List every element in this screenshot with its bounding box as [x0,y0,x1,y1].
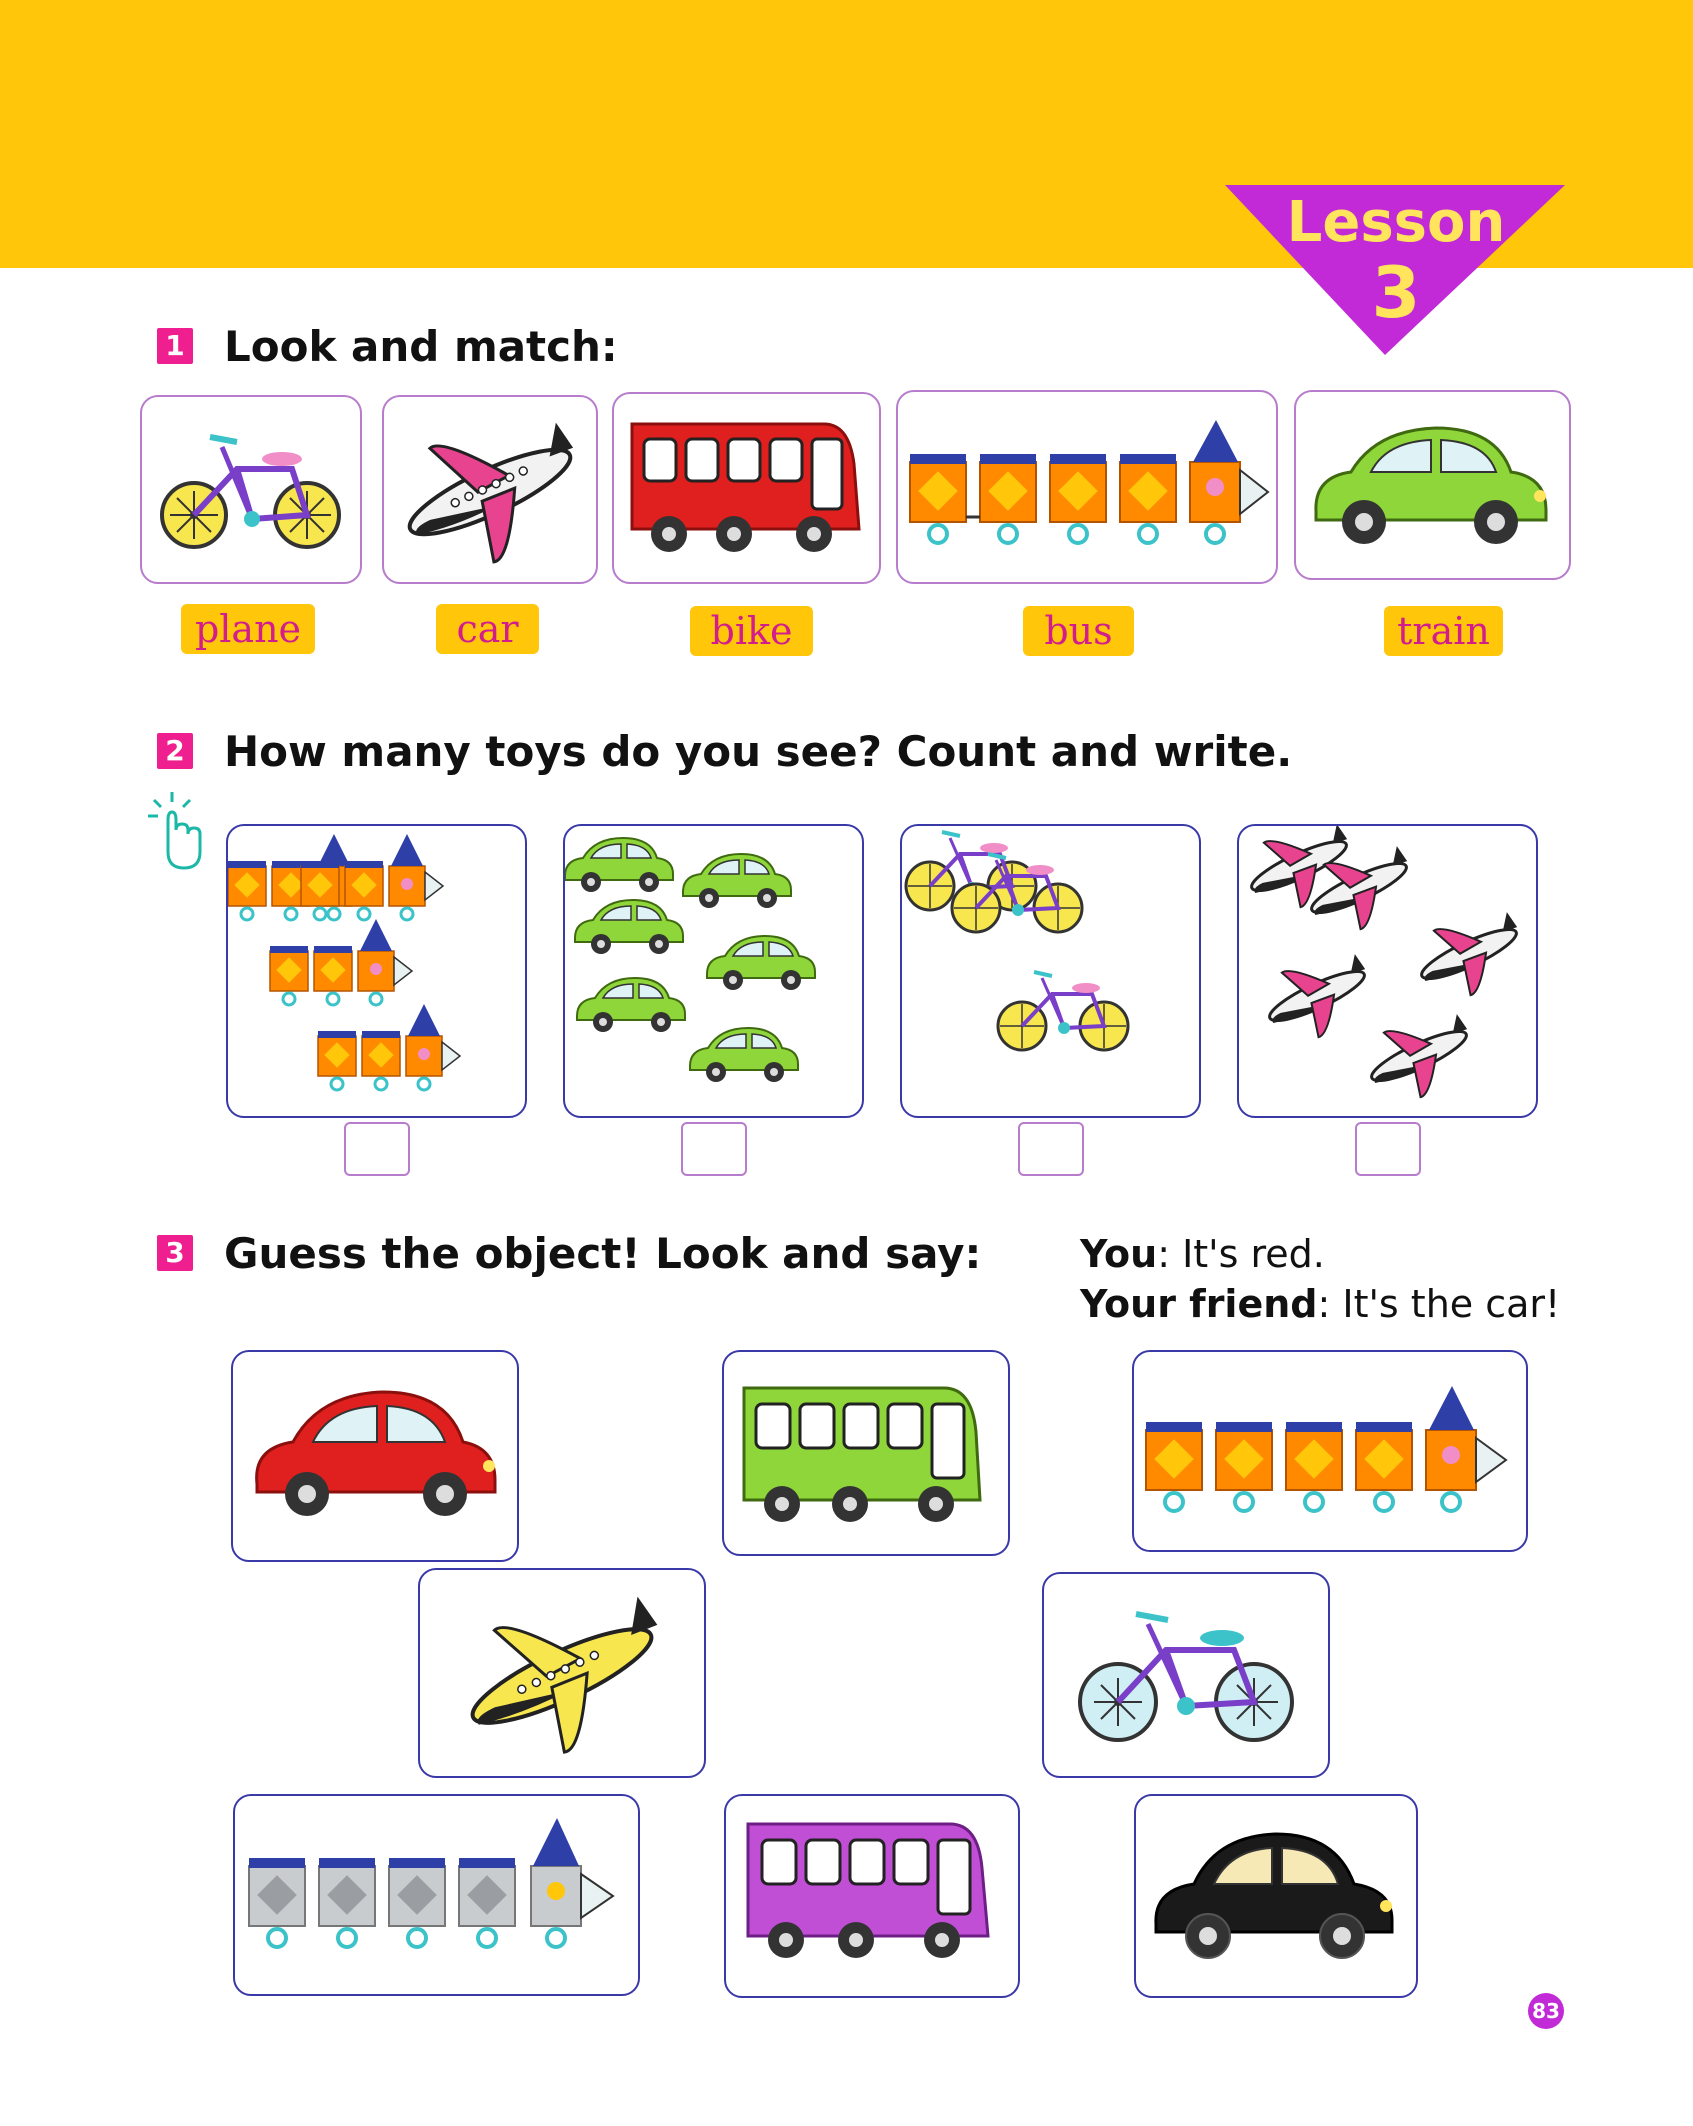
count-answer-box-4[interactable] [1355,1122,1421,1176]
match-picture-bike[interactable] [140,395,362,584]
count-group-cars [563,824,864,1118]
car-icon [565,826,862,1116]
match-picture-car[interactable] [1294,390,1571,580]
dialog-line-1 [1080,1232,1325,1276]
plane-icon [1239,826,1536,1116]
guess-picture-orange-train[interactable] [1132,1350,1528,1552]
lesson-number: 3 [1371,252,1421,334]
orange-train-icon [1134,1352,1526,1550]
guess-picture-purple-bus[interactable] [724,1794,1020,1998]
touch-hand-icon [142,790,210,872]
dialog-text-1: : It's red. [1157,1232,1325,1276]
dialog-line-2 [1080,1282,1560,1326]
guess-picture-yellow-plane[interactable] [418,1568,706,1778]
exercise-3-number: 3 [157,1235,193,1271]
blue-bike-icon [1044,1574,1328,1776]
count-answer-box-2[interactable] [681,1122,747,1176]
exercise-2-title: How many toys do you see? Count and write. [224,727,1293,776]
guess-picture-red-car[interactable] [231,1350,519,1562]
purple-bus-icon [726,1796,1018,1996]
bus-icon [614,394,879,582]
bike-icon [902,826,1199,1116]
count-answer-box-3[interactable] [1018,1122,1084,1176]
red-car-icon [233,1352,517,1560]
car-icon [1296,392,1569,578]
match-word-bus[interactable]: bus [1023,606,1134,656]
exercise-3-title: Guess the object! Look and say: [224,1229,982,1278]
dialog-speaker-2: Your friend [1080,1282,1318,1326]
bike-icon [142,397,360,582]
exercise-1-title: Look and match: [224,322,618,371]
train-icon [228,826,525,1116]
match-word-train[interactable]: train [1384,606,1503,656]
lesson-label: Lesson [1286,190,1506,255]
match-word-bike[interactable]: bike [690,606,813,656]
dialog-speaker-1: You [1080,1232,1158,1276]
exercise-1-number: 1 [157,328,193,364]
guess-picture-blue-bike[interactable] [1042,1572,1330,1778]
match-picture-plane[interactable] [382,395,598,584]
count-answer-box-1[interactable] [344,1122,410,1176]
exercise-2-number: 2 [157,733,193,769]
count-group-planes [1237,824,1538,1118]
grey-train-icon [235,1796,638,1994]
guess-picture-grey-train[interactable] [233,1794,640,1996]
count-group-trains [226,824,527,1118]
dialog-text-2: : It's the car! [1317,1282,1561,1326]
train-icon [898,392,1276,582]
guess-picture-black-car[interactable] [1134,1794,1418,1998]
match-picture-bus[interactable] [612,392,881,584]
black-car-icon [1136,1796,1416,1996]
page-number: 83 [1528,1993,1564,2029]
green-bus-icon [724,1352,1008,1554]
plane-icon [384,397,596,582]
guess-picture-green-bus[interactable] [722,1350,1010,1556]
match-word-plane[interactable]: plane [181,604,315,654]
yellow-plane-icon [420,1570,704,1776]
match-picture-train[interactable] [896,390,1278,584]
count-group-bikes [900,824,1201,1118]
match-word-car[interactable]: car [436,604,539,654]
